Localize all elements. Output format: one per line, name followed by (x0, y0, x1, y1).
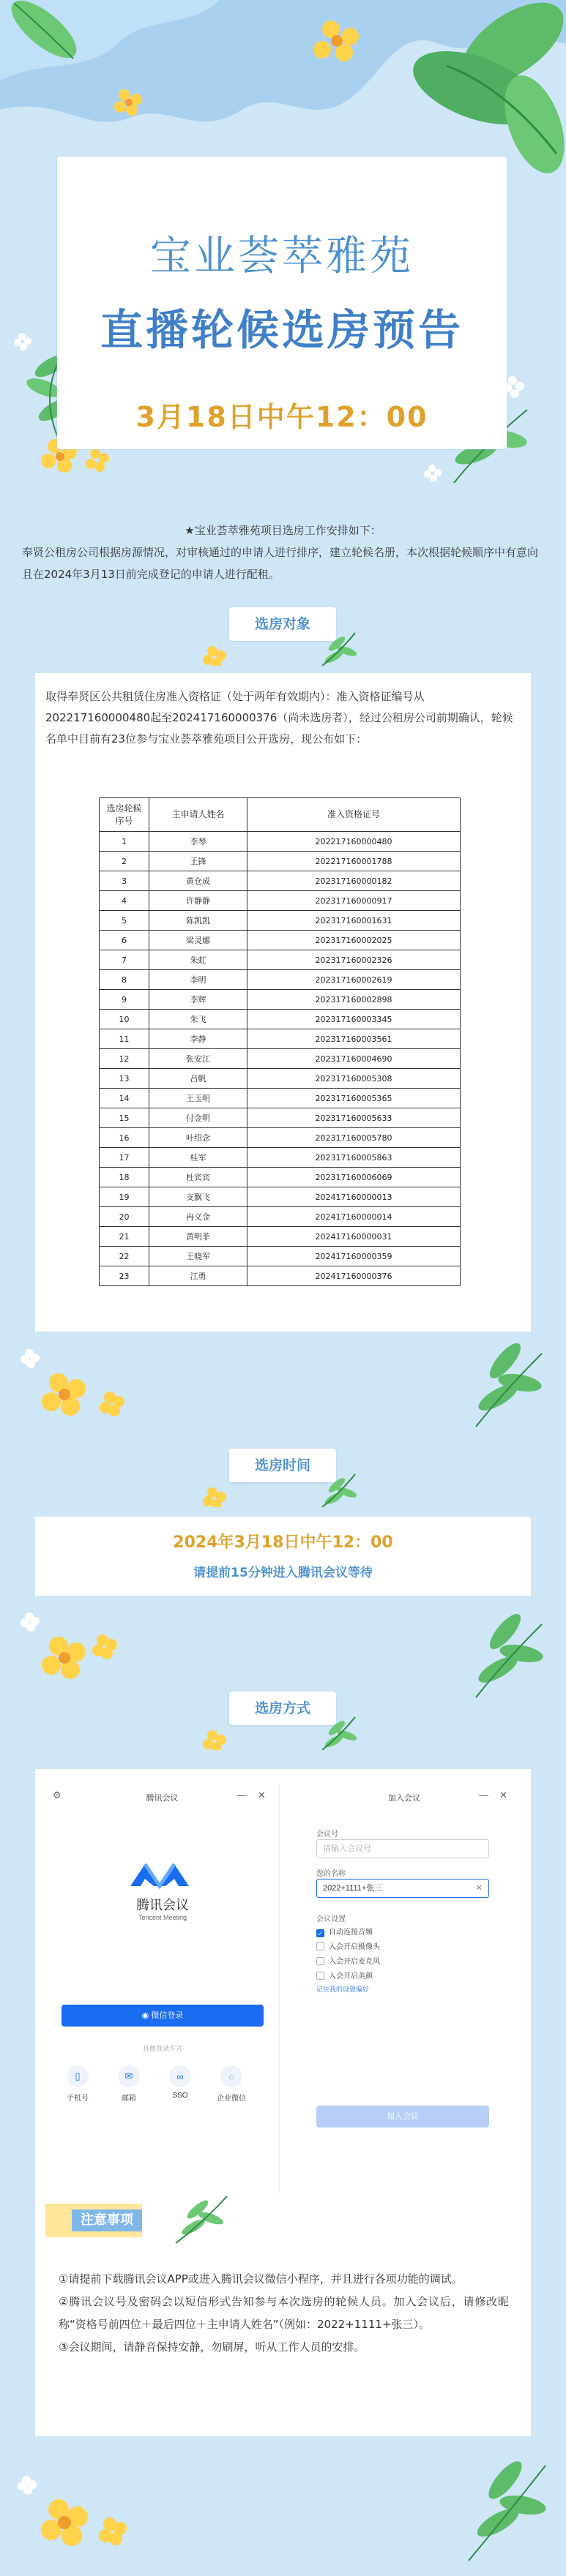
cell-queue-number: 20 (100, 1207, 149, 1227)
setting-beauty[interactable] (316, 1969, 373, 1980)
cell-cert-number: 202317160003561 (247, 1029, 461, 1049)
column-header-cert: 准入资格证号 (247, 798, 461, 832)
cell-applicant-name: 梁灵娜 (149, 931, 247, 950)
header-card (57, 157, 507, 449)
login-window (45, 1784, 280, 2193)
table-row (100, 950, 461, 970)
tag-decoration (190, 1463, 366, 1507)
login-option-label: SSO (172, 2092, 188, 2100)
cell-cert-number: 202317160002025 (247, 931, 461, 950)
login-option-label: 企业微信 (217, 2095, 246, 2103)
meeting-no-input[interactable]: 请输入会议号 (316, 1839, 489, 1858)
cell-cert-number: 202417160000031 (247, 1227, 461, 1247)
close-icon[interactable]: ✕ (258, 1790, 266, 1800)
table-row (100, 891, 461, 911)
cell-cert-number: 202317160005308 (247, 1069, 461, 1089)
cell-applicant-name: 李辉 (149, 990, 247, 1010)
cell-queue-number: 12 (100, 1049, 149, 1069)
cell-applicant-name: 吕帆 (149, 1069, 247, 1089)
cell-queue-number: 11 (100, 1029, 149, 1049)
cell-applicant-name: 李明 (149, 970, 247, 990)
settings-label: 会议设置 (316, 1915, 346, 1923)
login-option-label: 手机号 (67, 2095, 89, 2103)
cell-cert-number: 202317160000917 (247, 891, 461, 911)
table-row (100, 911, 461, 931)
cell-cert-number: 202417160000013 (247, 1187, 461, 1207)
table-row (100, 1128, 461, 1148)
intro-heading: ★宝业荟萃雅苑项目选房工作安排如下： (185, 524, 381, 537)
table-row (100, 931, 461, 950)
cell-cert-number: 202217160001788 (247, 852, 461, 871)
cell-cert-number: 202417160000014 (247, 1207, 461, 1227)
join-window-title: 加入会议 (388, 1794, 420, 1803)
cell-queue-number: 2 (100, 852, 149, 871)
login-window-titlebar (45, 1784, 279, 1809)
cell-queue-number: 1 (100, 832, 149, 852)
table-row (100, 1187, 461, 1207)
cell-queue-number: 3 (100, 871, 149, 891)
login-option-phone[interactable] (56, 2065, 100, 2103)
table-row (100, 1108, 461, 1128)
login-option-label: 邮箱 (122, 2095, 136, 2103)
cell-cert-number: 202417160000359 (247, 1247, 461, 1266)
login-option-email[interactable] (107, 2065, 151, 2103)
cell-applicant-name: 黄仓成 (149, 871, 247, 891)
section-tag-method: 选房方式 (229, 1691, 336, 1725)
tag-decoration (190, 1706, 366, 1750)
event-date: 3月18日中午12：00 (135, 401, 428, 433)
cell-applicant-name: 王晓军 (149, 1247, 247, 1266)
page-title-project: 宝业荟萃雅苑 (150, 233, 414, 280)
table-row (100, 1010, 461, 1029)
checkbox-icon (316, 1972, 324, 1980)
settings-gear-icon[interactable]: ⚙ (53, 1790, 62, 1800)
cell-applicant-name: 冉义金 (149, 1207, 247, 1227)
cell-queue-number: 10 (100, 1010, 149, 1029)
wechat-icon: ◉ (141, 2011, 152, 2020)
setting-auto-audio[interactable] (316, 1926, 373, 1937)
section-tag-candidates: 选房对象 (229, 607, 336, 641)
table-row (100, 1266, 461, 1286)
setting-label: 入会开启美颜 (329, 1972, 373, 1980)
method-panel (35, 1769, 531, 2223)
section-tag-time: 选房时间 (229, 1449, 336, 1482)
candidates-panel (35, 673, 531, 1332)
login-option-wecom[interactable] (209, 2065, 253, 2103)
table-body (100, 832, 461, 1286)
minimize-icon[interactable]: — (237, 1790, 247, 1800)
wechat-login-button[interactable] (62, 2005, 264, 2027)
table-row (100, 1168, 461, 1187)
join-meeting-button[interactable]: 加入会议 (316, 2106, 489, 2128)
notice-tag (45, 2204, 142, 2237)
cell-cert-number: 202317160005863 (247, 1148, 461, 1168)
display-name-input[interactable] (316, 1879, 489, 1898)
intro-section (22, 519, 544, 585)
cell-queue-number: 13 (100, 1069, 149, 1089)
notice-item: ②腾讯会议号及密码会以短信形式告知参与本次选房的轮候人员。加入会议后，请修改昵称“资格号前四位＋最后四位＋主申请人姓名”（例如：2022+1111+张三）。 (59, 2295, 509, 2331)
setting-label: 入会开启麦克风 (329, 1958, 380, 1966)
table-row (100, 852, 461, 871)
cell-queue-number: 23 (100, 1266, 149, 1286)
minimize-icon[interactable]: — (479, 1790, 488, 1800)
notice-item: ①请提前下载腾讯会议APP或进入腾讯会议微信小程序，并且进行各项功能的调试。 (59, 2272, 463, 2286)
cell-cert-number: 202317160000182 (247, 871, 461, 891)
cell-cert-number: 202317160005365 (247, 1089, 461, 1108)
applicant-table (99, 797, 461, 1286)
table-row (100, 990, 461, 1010)
cell-queue-number: 9 (100, 990, 149, 1010)
tag-decoration (190, 622, 366, 666)
cell-queue-number: 6 (100, 931, 149, 950)
setting-mic[interactable] (316, 1955, 380, 1966)
cell-cert-number: 202317160002619 (247, 970, 461, 990)
page-title-event: 直播轮候选房预告 (100, 305, 463, 355)
email-icon: ✉ (118, 2065, 140, 2087)
selection-note: 请提前15分钟进入腾讯会议等待 (193, 1566, 373, 1580)
cell-applicant-name: 李琴 (149, 832, 247, 852)
login-window-title: 腾讯会议 (146, 1794, 179, 1803)
cell-cert-number: 202317160001631 (247, 911, 461, 931)
cell-queue-number: 7 (100, 950, 149, 970)
time-panel (35, 1517, 531, 1596)
cell-queue-number: 8 (100, 970, 149, 990)
display-name-label: 您的名称 (316, 1870, 346, 1878)
brand-name-en: Tencent Meeting (138, 1914, 187, 1921)
table-row (100, 871, 461, 891)
table-row (100, 1049, 461, 1069)
notice-leaf-decoration (161, 2188, 249, 2246)
cell-queue-number: 21 (100, 1227, 149, 1247)
notice-tag-label: 注意事项 (72, 2209, 142, 2231)
wechat-login-label: 微信登录 (151, 2011, 184, 2020)
clear-icon[interactable]: ✕ (475, 1884, 483, 1893)
cell-applicant-name: 李静 (149, 1029, 247, 1049)
cell-cert-number: 202317160003345 (247, 1010, 461, 1029)
cell-applicant-name: 支飘飞 (149, 1187, 247, 1207)
cell-queue-number: 5 (100, 911, 149, 931)
table-row (100, 1069, 461, 1089)
table-row (100, 1029, 461, 1049)
display-name-value: 2022+1111+张三 (323, 1884, 383, 1893)
cell-applicant-name: 付金明 (149, 1108, 247, 1128)
checkbox-checked-icon: ✓ (317, 1930, 324, 1937)
cell-cert-number: 202317160002898 (247, 990, 461, 1010)
cell-applicant-name: 朱飞 (149, 1010, 247, 1029)
tencent-meeting-screenshot (45, 1784, 521, 2208)
cell-cert-number: 202317160006069 (247, 1168, 461, 1187)
tencent-meeting-logo-icon (127, 1857, 192, 1890)
cell-cert-number: 202317160005780 (247, 1128, 461, 1148)
table-header-row (100, 798, 461, 832)
cell-cert-number: 202317160004690 (247, 1049, 461, 1069)
brand-name-cn: 腾讯会议 (136, 1898, 189, 1912)
cell-applicant-name: 王锋 (149, 852, 247, 871)
table-row (100, 1247, 461, 1266)
other-methods-label: 其他登录方式 (142, 2045, 182, 2052)
cell-queue-number: 18 (100, 1168, 149, 1187)
login-option-sso[interactable] (158, 2065, 202, 2100)
cell-cert-number: 202317160005633 (247, 1108, 461, 1128)
cell-applicant-name: 黄明菲 (149, 1227, 247, 1247)
candidates-description: 取得奉贤区公共租赁住房准入资格证（处于两年有效期内）：准入资格证编号从202217160000480起至202417160000376（尚未选房者），经过公租房公司前期确认，轮候名单中目前有23位参与宝业荟萃雅苑项目公开选房，现公布如下： (45, 690, 513, 746)
cell-applicant-name: 江勇 (149, 1266, 247, 1286)
wecom-icon: ◌ (220, 2065, 242, 2087)
cell-queue-number: 22 (100, 1247, 149, 1266)
cell-applicant-name: 许静静 (149, 891, 247, 911)
table-row (100, 1227, 461, 1247)
table-row (100, 1207, 461, 1227)
meeting-no-label: 会议号 (316, 1830, 338, 1839)
join-window-titlebar (287, 1784, 521, 1809)
bottom-decoration (0, 2436, 566, 2576)
cell-queue-number: 16 (100, 1128, 149, 1148)
cell-applicant-name: 陈凯凯 (149, 911, 247, 931)
setting-camera[interactable] (316, 1940, 380, 1951)
notice-item: ③会议期间，请静音保持安静，勿刷屏，听从工作人员的安排。 (59, 2340, 365, 2354)
cell-applicant-name: 杜宾宾 (149, 1168, 247, 1187)
cell-cert-number: 202317160002326 (247, 950, 461, 970)
setting-label: 入会开启摄像头 (329, 1943, 380, 1951)
cell-applicant-name: 桂军 (149, 1148, 247, 1168)
cell-cert-number: 202217160000480 (247, 832, 461, 852)
phone-icon: ▯ (67, 2065, 89, 2087)
intro-body: 奉贤公租房公司根据房源情况，对审核通过的申请人进行排序，建立轮候名册，本次根据轮候顺序中有意向且在2024年3月13日前完成登记的申请人进行配租。 (22, 546, 539, 581)
table-row (100, 970, 461, 990)
column-header-name: 主申请人姓名 (149, 798, 247, 832)
cell-applicant-name: 张安江 (149, 1049, 247, 1069)
setting-label: 自动连接音频 (329, 1929, 373, 1937)
cell-queue-number: 17 (100, 1148, 149, 1168)
cell-applicant-name: 朱虹 (149, 950, 247, 970)
table-row (100, 832, 461, 852)
column-header-queue: 选房轮候序号 (100, 798, 149, 832)
remember-settings-link[interactable]: 记住我的设置偏好 (316, 1986, 370, 1993)
link-icon: ∞ (169, 2065, 191, 2087)
table-row (100, 1148, 461, 1168)
cell-applicant-name: 叶绍念 (149, 1128, 247, 1148)
table-row (100, 1089, 461, 1108)
cell-cert-number: 202417160000376 (247, 1266, 461, 1286)
cell-queue-number: 14 (100, 1089, 149, 1108)
selection-datetime: 2024年3月18日中午12：00 (173, 1533, 393, 1552)
cell-queue-number: 15 (100, 1108, 149, 1128)
notice-list (59, 2268, 509, 2359)
cell-queue-number: 4 (100, 891, 149, 911)
checkbox-icon (316, 1957, 324, 1965)
checkbox-icon (316, 1942, 324, 1950)
close-icon[interactable]: ✕ (499, 1790, 507, 1800)
cell-queue-number: 19 (100, 1187, 149, 1207)
cell-applicant-name: 王玉明 (149, 1089, 247, 1108)
join-window (287, 1784, 521, 2193)
